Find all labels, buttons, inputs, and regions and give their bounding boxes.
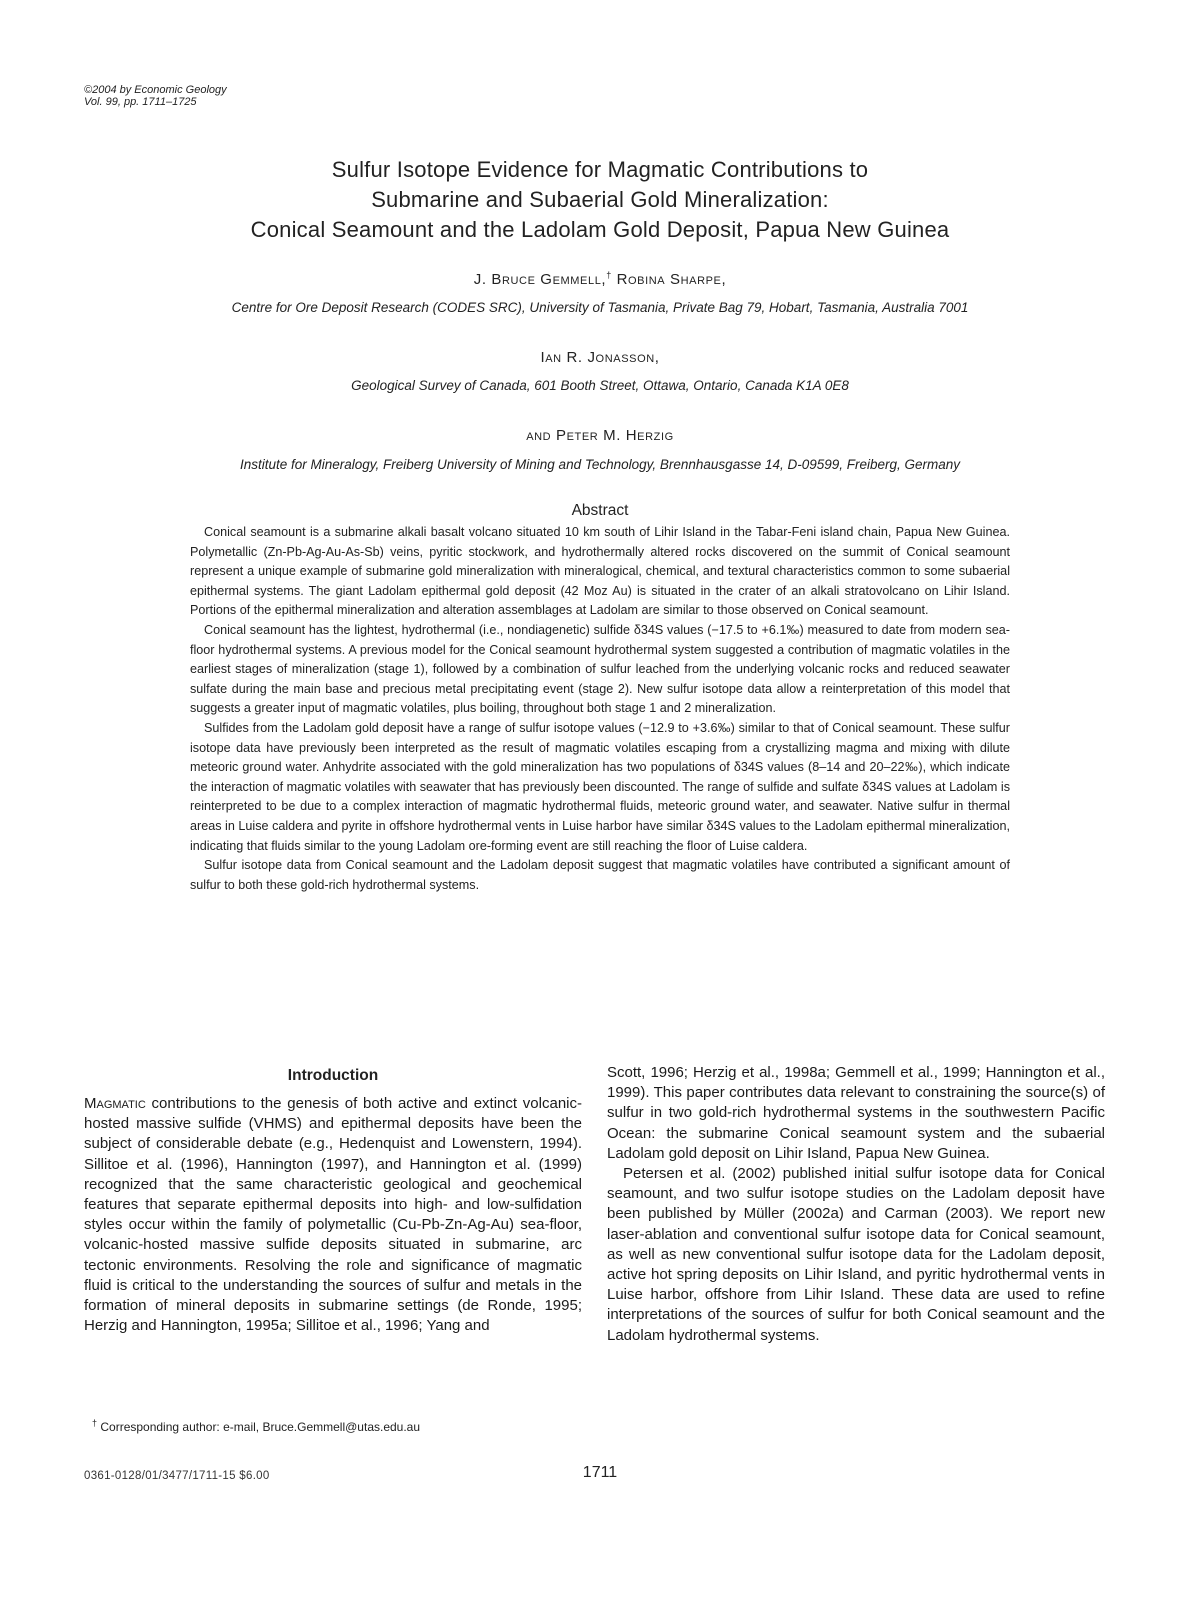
corresponding-author-mark: † <box>606 270 612 280</box>
author-affiliation-3: Institute for Mineralogy, Freiberg University of Mining and Technology, Brennhausgasse 14, D-09599, Freiberg, Germany <box>239 457 961 472</box>
abstract-paragraph: Conical seamount has the lightest, hydrothermal (i.e., nondiagenetic) sulfide δ34S values (−17.5 to +6.1‰) measured to date from modern sea-floor hydrothermal systems. A previous model for the Conical seamount hydrothermal system suggested a contribution of magmatic volatiles in the earliest stages of mineralization (stage 1), followed by a combination of sulfur leached from the underlying volcanic rocks and reduced seawater sulfate during the main base and precious metal precipitating event (stage 2). New sulfur isotope data allow a reinterpretation of this model that suggests a greater input of magmatic volatiles, plus boiling, throughout both stage 1 and 2 mineralization. <box>190 622 1010 716</box>
intro-text: contributions to the genesis of both active and extinct volcanic-hosted massive sulfide (VHMS) and epithermal deposits have been the subject of considerable debate (e.g., Hedenquist and Lowenstern, 1994). Sillitoe et al. (1996), Hannington (1997), and Hannington et al. (1999) recognized that the same characteristic geological and geochemical features that separate epithermal deposits into high- and low-sulfidation styles occur within the family of polymetallic (Cu-Pb-Zn-Ag-Au) sea-floor, volcanic-hosted massive sulfide deposits situated in submarine, arc tectonic environments. Resolving the role and significance of magmatic fluid is critical to the understanding the sources of sulfur and metals in the formation of mineral deposits in submarine settings (de Ronde, 1995; Herzig and Hannington, 1995a; Sillitoe et al., 1996; Yang and <box>84 1095 582 1335</box>
intro-paragraph: Scott, 1996; Herzig et al., 1998a; Gemmell et al., 1999; Hannington et al., 1999). This paper contributes data relevant to constraining the source(s) of sulfur in two gold-rich hydrothermal systems in the southwestern Pacific Ocean: the submarine Conical seamount system and the subaerial Ladolam gold deposit on Lihir Island, Papua New Guinea. <box>607 1064 1105 1162</box>
footnote <box>92 1418 420 1434</box>
author-line-3 <box>60 427 1140 444</box>
footnote-mark: † <box>92 1418 98 1428</box>
title-line-3: Conical Seamount and the Ladolam Gold Deposit, Papua New Guinea <box>250 217 950 242</box>
journal-copyright: ©2004 by Economic Geology <box>84 84 227 96</box>
author-line-2 <box>60 349 1140 366</box>
body-column-left <box>84 1094 582 1336</box>
issn-code: 0361-0128/01/3477/1711-15 $6.00 <box>84 1470 270 1482</box>
author-name: Robina Sharpe, <box>611 271 727 288</box>
abstract-paragraph: Conical seamount is a submarine alkali basalt volcano situated 10 km south of Lihir Island in the Tabar-Feni island chain, Papua New Guinea. Polymetallic (Zn-Pb-Ag-Au-As-Sb) veins, pyritic stockwork, and hydrothermally altered rocks discovered on the summit of Conical seamount represent a unique example of submarine gold mineralization with mineralogical, chemical, and textural characteristics common to some subaerial epithermal systems. The giant Ladolam epithermal gold deposit (42 Moz Au) is situated in the crater of an alkali stratovolcano on Lihir Island. Portions of the epithermal mineralization and alteration assemblages at Ladolam are similar to those observed on Conical seamount. <box>190 525 1010 618</box>
abstract-paragraph: Sulfides from the Ladolam gold deposit have a range of sulfur isotope values (−12.9 to +3.6‰) similar to that of Conical seamount. These sulfur isotope data have previously been interpreted as the result of magmatic volatiles escaping from a crystallizing magma and mixing with dilute meteoric ground water. Anhydrite associated with the gold mineralization has two populations of δ34S values (8–14 and 20–22‰), which indicate the interaction of magmatic volatiles with seawater that has previously been discounted. The range of sulfide and sulfate δ34S values at Ladolam is reinterpreted to be due to a complex interaction of magmatic hydrothermal fluids, meteoric ground water, and seawater. Native sulfur in thermal areas in Luise caldera and pyrite in offshore hydrothermal vents in Luise harbor have similar δ34S values to the Ladolam epithermal mineralization, indicating that fluids similar to the young Ladolam ore-forming event are still reaching the floor of Luise caldera. <box>190 720 1010 853</box>
abstract-heading: Abstract <box>571 502 629 519</box>
title-line-2: Submarine and Subaerial Gold Mineralization: <box>371 187 829 212</box>
page-number: 1711 <box>582 1464 618 1481</box>
footnote-text: Corresponding author: e-mail, Bruce.Gemmell@utas.edu.au <box>100 1420 421 1434</box>
author-name: Ian R. Jonasson, <box>540 349 660 366</box>
abstract-body <box>190 523 1010 895</box>
journal-volume: Vol. 99, pp. 1711–1725 <box>84 96 197 108</box>
author-name: J. Bruce Gemmell, <box>473 271 607 288</box>
journal-citation <box>84 84 227 108</box>
body-column-right <box>607 1063 1105 1346</box>
intro-paragraph <box>84 1094 582 1336</box>
intro-paragraph: Petersen et al. (2002) published initial sulfur isotope data for Conical seamount, and two sulfur isotope studies on the Ladolam deposit have been published by Müller (2002a) and Carman (2003). We report new laser-ablation and conventional sulfur isotope data for Conical seamount, as well as new conventional sulfur isotope data for the Ladolam deposit, active hot spring deposits on Lihir Island, and pyritic hydrothermal vents in Luise harbor, offshore from Lihir Island. These data are used to refine interpretations of the sources of sulfur for both Conical seamount and the Ladolam hydrothermal systems. <box>607 1165 1105 1344</box>
paper-title <box>60 155 1140 245</box>
author-affiliation-1: Centre for Ore Deposit Research (CODES SRC), University of Tasmania, Private Bag 79, Hobart, Tasmania, Australia 7001 <box>231 300 969 315</box>
author-line-1 <box>60 270 1140 288</box>
author-name: and Peter M. Herzig <box>526 427 674 444</box>
introduction-heading: Introduction <box>287 1067 379 1084</box>
lead-word: Magmatic <box>84 1095 146 1112</box>
title-line-1: Sulfur Isotope Evidence for Magmatic Contributions to <box>331 157 869 182</box>
author-affiliation-2: Geological Survey of Canada, 601 Booth Street, Ottawa, Ontario, Canada K1A 0E8 <box>351 378 849 393</box>
abstract-paragraph: Sulfur isotope data from Conical seamount and the Ladolam deposit suggest that magmatic volatiles have contributed a significant amount of sulfur to both these gold-rich hydrothermal systems. <box>190 858 1010 892</box>
